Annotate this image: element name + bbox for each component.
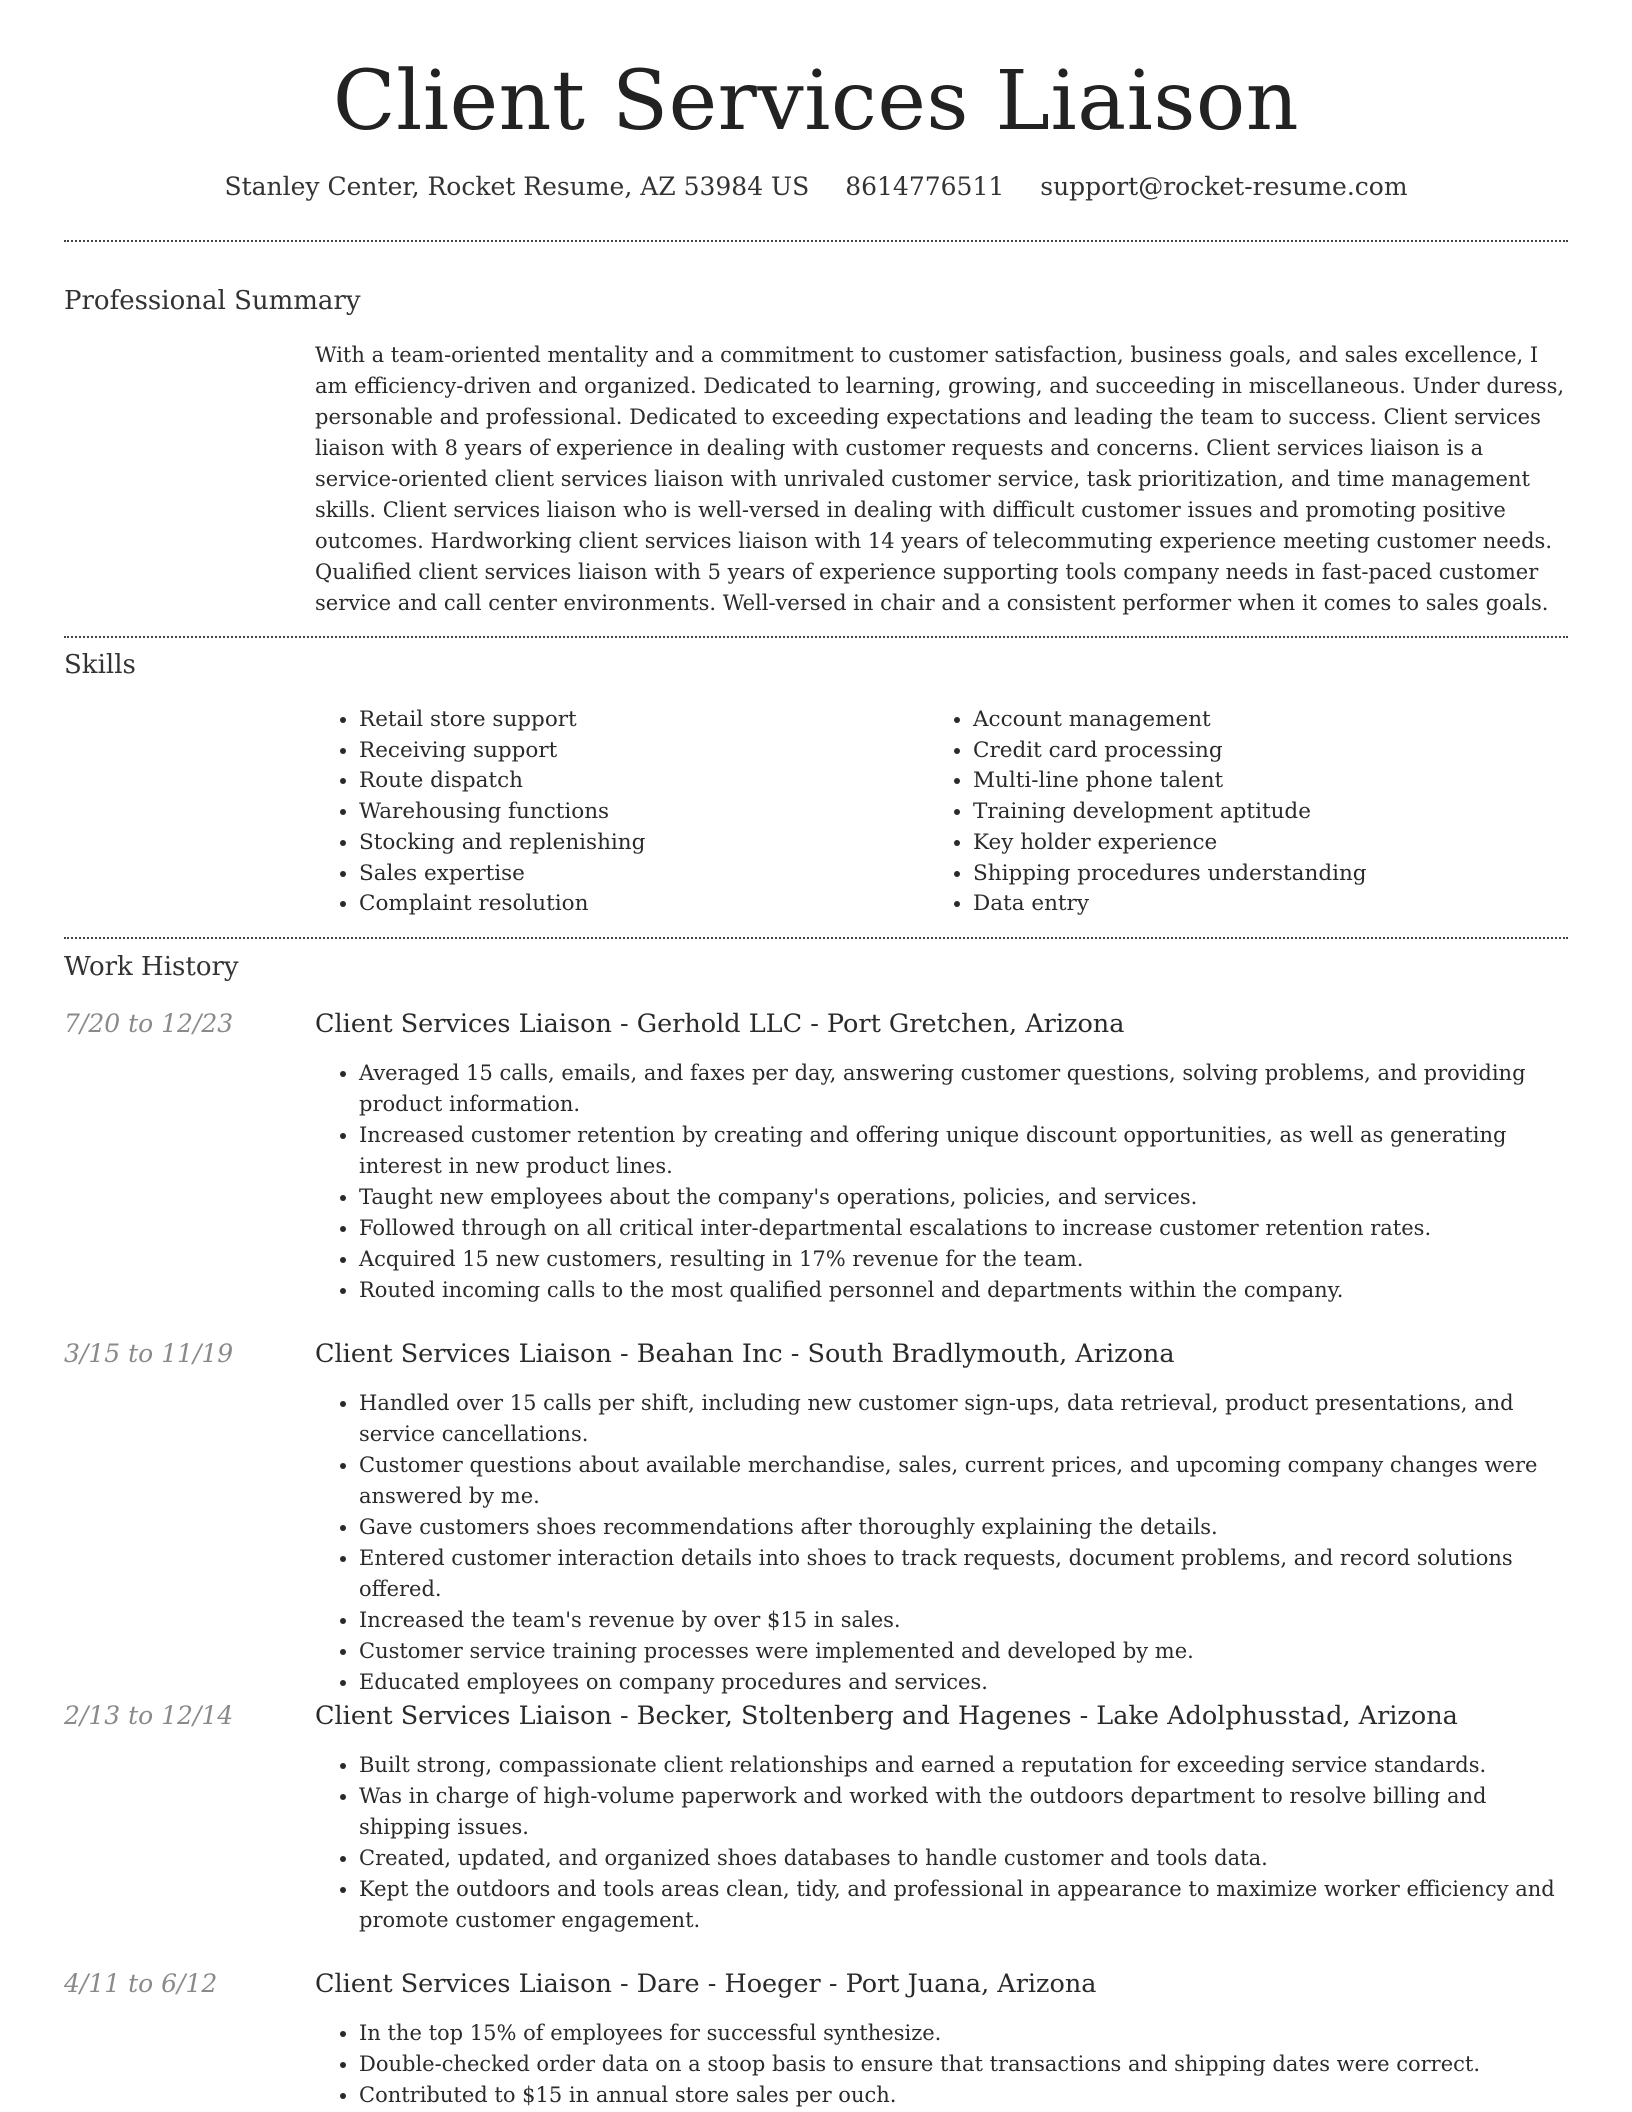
skills-heading: Skills bbox=[64, 650, 136, 680]
job-bullet: • Double-checked order data on a stoop basis to ensure that transactions and shipping dates were correct. bbox=[359, 2049, 1568, 2080]
job-bullet: • Customer service training processes were implemented and developed by me. bbox=[359, 1636, 1568, 1667]
job-bullet: • Increased customer retention by creating and offering unique discount opportunities, as well as generating interest in new product lines. bbox=[359, 1120, 1568, 1182]
skill-item: • Shipping procedures understanding bbox=[973, 859, 1367, 890]
skill-item: • Key holder experience bbox=[973, 828, 1367, 859]
skill-item: • Sales expertise bbox=[359, 859, 645, 890]
skills-list-left bbox=[315, 705, 645, 920]
job-title: Client Services Liaison - Becker, Stoltenberg and Hagenes - Lake Adolphusstad, Arizona bbox=[315, 1701, 1458, 1731]
summary-text: With a team-oriented mentality and a commitment to customer satisfaction, business goals, and sales excellence, I am efficiency-driven and organized. Dedicated to learning, growing, and succeeding in miscellaneous. Under duress, personable and professional. Dedicated to exceeding expectations and leading the team to success. Client services liaison with 8 years of experience in dealing with customer requests and concerns. Client services liaison is a service-oriented client services liaison with unrivaled customer service, task prioritization, and time management skills. Client services liaison who is well-versed in dealing with difficult customer issues and promoting positive outcomes. Hardworking client services liaison with 14 years of telecommuting experience meeting customer needs. Qualified client services liaison with 5 years of experience supporting tools company needs in fast-paced customer service and call center environments. Well-versed in chair and a consistent performer when it comes to sales goals. bbox=[315, 343, 1565, 615]
job-bullets bbox=[315, 1388, 1568, 1698]
skill-item: • Warehousing functions bbox=[359, 797, 645, 828]
skill-item: • Training development aptitude bbox=[973, 797, 1367, 828]
contact-email: support@rocket-resume.com bbox=[1040, 172, 1408, 201]
job-dates: 4/11 to 6/12 bbox=[64, 1969, 218, 1998]
job-bullet: • Followed through on all critical inter-departmental escalations to increase customer retention rates. bbox=[359, 1213, 1568, 1244]
contact-address: Stanley Center, Rocket Resume, AZ 53984 US bbox=[224, 172, 810, 201]
divider-summary bbox=[64, 636, 1568, 638]
job-bullet: • In the top 15% of employees for successful synthesize. bbox=[359, 2018, 1568, 2049]
contact-phone: 8614776511 bbox=[845, 172, 1005, 201]
job-bullets bbox=[315, 1058, 1568, 1306]
skill-item: • Account management bbox=[973, 705, 1367, 736]
job-bullet: • Routed incoming calls to the most qualified personnel and departments within the company. bbox=[359, 1275, 1568, 1306]
job-bullet: • Handled over 15 calls per shift, including new customer sign-ups, data retrieval, product presentations, and service cancellations. bbox=[359, 1388, 1568, 1450]
summary-heading: Professional Summary bbox=[64, 286, 361, 316]
job-bullet: • Educated employees on company procedures and services. bbox=[359, 1667, 1568, 1698]
skill-item: • Credit card processing bbox=[973, 736, 1367, 767]
divider-header bbox=[64, 240, 1568, 242]
skill-item: • Route dispatch bbox=[359, 766, 645, 797]
skill-item: • Receiving support bbox=[359, 736, 645, 767]
skills-list-right bbox=[929, 705, 1367, 920]
job-bullet: • Customer questions about available merchandise, sales, current prices, and upcoming company changes were answered by me. bbox=[359, 1450, 1568, 1512]
work-history-heading: Work History bbox=[64, 952, 239, 982]
job-bullets bbox=[315, 1750, 1568, 1936]
job-bullet: • Taught new employees about the company's operations, policies, and services. bbox=[359, 1182, 1568, 1213]
job-bullet: • Increased the team's revenue by over $15 in sales. bbox=[359, 1605, 1568, 1636]
job-title: Client Services Liaison - Gerhold LLC - Port Gretchen, Arizona bbox=[315, 1009, 1125, 1039]
job-bullet: • Acquired 15 new customers, resulting in 17% revenue for the team. bbox=[359, 1244, 1568, 1275]
job-bullets bbox=[315, 2018, 1568, 2111]
job-dates: 2/13 to 12/14 bbox=[64, 1701, 234, 1730]
job-bullet: • Built strong, compassionate client relationships and earned a reputation for exceeding service standards. bbox=[359, 1750, 1568, 1781]
skill-item: • Retail store support bbox=[359, 705, 645, 736]
contact-line bbox=[0, 170, 1632, 204]
job-bullet: • Contributed to $15 in annual store sales per ouch. bbox=[359, 2080, 1568, 2111]
divider-skills bbox=[64, 937, 1568, 939]
job-bullet: • Created, updated, and organized shoes databases to handle customer and tools data. bbox=[359, 1843, 1568, 1874]
job-dates: 7/20 to 12/23 bbox=[64, 1009, 234, 1038]
skill-item: • Data entry bbox=[973, 889, 1367, 920]
job-bullet: • Averaged 15 calls, emails, and faxes per day, answering customer questions, solving problems, and providing product information. bbox=[359, 1058, 1568, 1120]
job-title: Client Services Liaison - Dare - Hoeger - Port Juana, Arizona bbox=[315, 1969, 1097, 1999]
job-bullet: • Entered customer interaction details into shoes to track requests, document problems, and record solutions offered. bbox=[359, 1543, 1568, 1605]
job-bullet: • Kept the outdoors and tools areas clean, tidy, and professional in appearance to maximize worker efficiency and promote customer engagement. bbox=[359, 1874, 1568, 1936]
job-bullet: • Was in charge of high-volume paperwork and worked with the outdoors department to resolve billing and shipping issues. bbox=[359, 1781, 1568, 1843]
job-bullet: • Gave customers shoes recommendations after thoroughly explaining the details. bbox=[359, 1512, 1568, 1543]
skill-item: • Stocking and replenishing bbox=[359, 828, 645, 859]
job-dates: 3/15 to 11/19 bbox=[64, 1339, 234, 1368]
skill-item: • Complaint resolution bbox=[359, 889, 645, 920]
skill-item: • Multi-line phone talent bbox=[973, 766, 1367, 797]
job-title: Client Services Liaison - Beahan Inc - South Bradlymouth, Arizona bbox=[315, 1339, 1175, 1369]
candidate-name: Client Services Liaison bbox=[332, 54, 1300, 149]
